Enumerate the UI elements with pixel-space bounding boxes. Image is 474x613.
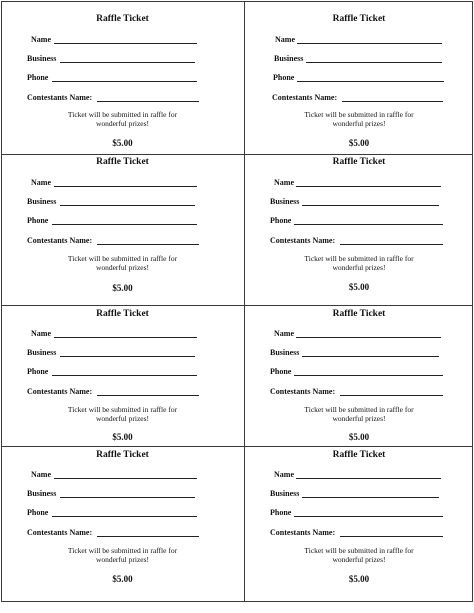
business-label: Business: [270, 489, 300, 498]
business-line[interactable]: [306, 62, 442, 63]
business-line[interactable]: [302, 356, 439, 357]
phone-line[interactable]: [52, 81, 197, 82]
name-line[interactable]: [297, 43, 442, 44]
note-line-2: wonderful prizes!: [332, 414, 386, 423]
note-line-1: Ticket will be submitted in raffle for: [67, 254, 178, 263]
note-line-2: wonderful prizes!: [95, 555, 150, 564]
ticket-price: $5.00: [348, 282, 370, 292]
phone-label: Phone: [27, 367, 49, 376]
business-label: Business: [27, 54, 57, 63]
business-line[interactable]: [302, 497, 439, 498]
name-line[interactable]: [54, 478, 197, 479]
name-line[interactable]: [54, 337, 197, 338]
ticket-price: $5.00: [112, 574, 133, 584]
ticket-title: Raffle Ticket: [332, 157, 386, 167]
business-line[interactable]: [60, 356, 195, 357]
ticket-price: $5.00: [112, 138, 133, 148]
business-label: Business: [27, 348, 57, 357]
ticket-price: $5.00: [112, 283, 133, 293]
note-line-2: wonderful prizes!: [332, 119, 386, 128]
phone-label: Phone: [270, 367, 292, 376]
name-line[interactable]: [296, 478, 441, 479]
business-label: Business: [274, 54, 304, 63]
name-label: Name: [31, 178, 51, 187]
contestants-line[interactable]: [340, 536, 443, 537]
ticket-price: $5.00: [112, 432, 133, 442]
business-line[interactable]: [60, 62, 195, 63]
name-label: Name: [274, 470, 294, 479]
ticket-8: [245, 446, 473, 602]
contestants-line[interactable]: [342, 101, 443, 102]
note-line-2: wonderful prizes!: [332, 555, 386, 564]
business-label: Business: [270, 197, 300, 206]
ticket-4: [245, 154, 473, 305]
phone-line[interactable]: [52, 516, 197, 517]
business-label: Business: [27, 489, 57, 498]
business-line[interactable]: [60, 497, 195, 498]
note-line-1: Ticket will be submitted in raffle for: [67, 110, 178, 119]
ticket-title: Raffle Ticket: [332, 309, 386, 319]
ticket-5: [1, 305, 244, 446]
ticket-title: Raffle Ticket: [332, 450, 386, 460]
business-line[interactable]: [302, 205, 439, 206]
name-label: Name: [31, 35, 51, 44]
phone-label: Phone: [27, 216, 49, 225]
ticket-price: $5.00: [348, 432, 370, 442]
contestants-line[interactable]: [97, 101, 199, 102]
contestants-label: Contestants Name:: [270, 387, 336, 396]
phone-label: Phone: [273, 73, 295, 82]
phone-label: Phone: [270, 216, 292, 225]
note-line-2: wonderful prizes!: [95, 119, 150, 128]
name-line[interactable]: [54, 43, 197, 44]
ticket-1: [1, 1, 244, 154]
ticket-2: [245, 1, 473, 154]
contestants-line[interactable]: [97, 244, 199, 245]
note-line-1: Ticket will be submitted in raffle for: [304, 254, 414, 263]
name-label: Name: [274, 178, 294, 187]
contestants-label: Contestants Name:: [27, 387, 93, 396]
contestants-line[interactable]: [340, 244, 443, 245]
phone-line[interactable]: [294, 516, 443, 517]
ticket-3: [1, 154, 244, 305]
phone-line[interactable]: [294, 375, 443, 376]
business-label: Business: [270, 348, 300, 357]
note-line-1: Ticket will be submitted in raffle for: [304, 110, 414, 119]
ticket-title: Raffle Ticket: [96, 157, 149, 167]
contestants-label: Contestants Name:: [27, 236, 93, 245]
phone-line[interactable]: [52, 224, 197, 225]
contestants-line[interactable]: [340, 395, 443, 396]
note-line-1: Ticket will be submitted in raffle for: [67, 405, 178, 414]
ticket-price: $5.00: [348, 138, 370, 148]
note-line-2: wonderful prizes!: [332, 263, 386, 272]
note-line-2: wonderful prizes!: [95, 414, 150, 423]
contestants-label: Contestants Name:: [27, 93, 93, 102]
ticket-6: [245, 305, 473, 446]
phone-label: Phone: [27, 73, 49, 82]
name-label: Name: [275, 35, 295, 44]
phone-label: Phone: [27, 508, 49, 517]
note-line-1: Ticket will be submitted in raffle for: [67, 546, 178, 555]
name-line[interactable]: [54, 186, 197, 187]
ticket-price: $5.00: [348, 574, 370, 584]
note-line-1: Ticket will be submitted in raffle for: [304, 546, 414, 555]
note-line-1: Ticket will be submitted in raffle for: [304, 405, 414, 414]
name-label: Name: [31, 470, 51, 479]
name-line[interactable]: [296, 337, 441, 338]
contestants-label: Contestants Name:: [270, 236, 336, 245]
phone-label: Phone: [270, 508, 292, 517]
ticket-7: [1, 446, 244, 602]
ticket-title: Raffle Ticket: [332, 14, 386, 24]
business-line[interactable]: [60, 205, 195, 206]
contestants-label: Contestants Name:: [270, 528, 336, 537]
contestants-line[interactable]: [97, 395, 199, 396]
phone-line[interactable]: [52, 375, 197, 376]
contestants-label: Contestants Name:: [272, 93, 338, 102]
name-label: Name: [31, 329, 51, 338]
name-label: Name: [274, 329, 294, 338]
business-label: Business: [27, 197, 57, 206]
name-line[interactable]: [296, 186, 441, 187]
contestants-label: Contestants Name:: [27, 528, 93, 537]
ticket-title: Raffle Ticket: [96, 309, 149, 319]
phone-line[interactable]: [297, 81, 444, 82]
phone-line[interactable]: [294, 224, 443, 225]
ticket-title: Raffle Ticket: [96, 14, 149, 24]
note-line-2: wonderful prizes!: [95, 263, 150, 272]
ticket-title: Raffle Ticket: [96, 450, 149, 460]
contestants-line[interactable]: [97, 536, 199, 537]
